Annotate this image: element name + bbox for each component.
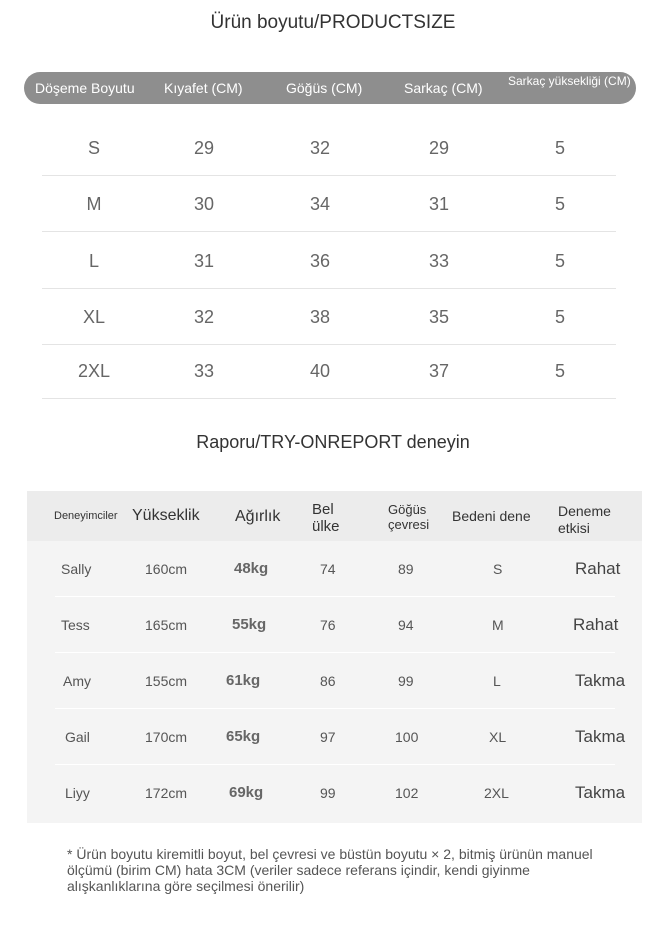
tester-waist: 86 (320, 673, 336, 689)
tester-size: M (492, 617, 504, 633)
garment-cell: 30 (193, 194, 215, 214)
header-bust: Göğüs çevresi (388, 502, 430, 532)
size-table-title: Ürün boyutu/PRODUCTSIZE (210, 12, 456, 33)
size-row (42, 233, 616, 289)
chest-cell: 34 (309, 194, 331, 214)
tester-bust: 100 (395, 729, 419, 745)
garment-cell: 33 (193, 361, 215, 381)
tester-effect: Takma (575, 783, 626, 802)
tester-weight: 48kg (234, 560, 269, 577)
header-try-size: Bedeni dene (452, 508, 531, 524)
tester-waist: 74 (320, 561, 336, 577)
tester-name: Gail (65, 729, 90, 745)
chest-cell: 40 (309, 361, 331, 381)
hem-height-cell: 5 (554, 251, 565, 271)
tester-weight: 69kg (229, 784, 264, 801)
size-cell: M (86, 194, 102, 214)
header-garment: Kıyafet (CM) (164, 80, 243, 96)
tester-effect: Rahat (573, 615, 619, 634)
row-divider (42, 231, 616, 232)
tester-bust: 94 (398, 617, 414, 633)
size-row (42, 289, 616, 345)
tester-effect: Takma (575, 671, 626, 690)
hem-height-cell: 5 (554, 138, 565, 158)
hem-cell: 35 (428, 307, 450, 327)
try-on-row (27, 541, 642, 597)
tester-bust: 89 (398, 561, 414, 577)
chest-cell: 38 (309, 307, 331, 327)
header-waist: Bel ülke (312, 501, 340, 535)
header-hem-height: Sarkaç yüksekliği (CM) (508, 74, 631, 88)
hem-height-cell: 5 (554, 361, 565, 381)
tester-effect: Takma (575, 727, 626, 746)
tester-size: 2XL (484, 785, 509, 801)
tester-waist: 99 (320, 785, 336, 801)
tester-name: Tess (61, 617, 90, 633)
tester-bust: 99 (398, 673, 414, 689)
header-weight: Ağırlık (235, 508, 281, 525)
header-size: Döşeme Boyutu (35, 80, 135, 96)
tester-weight: 55kg (232, 616, 267, 633)
try-on-row (27, 653, 642, 709)
try-on-row (27, 597, 642, 653)
hem-height-cell: 5 (554, 194, 565, 214)
header-hem: Sarkaç (CM) (404, 80, 483, 96)
hem-cell: 29 (428, 138, 450, 158)
try-on-table (27, 491, 642, 823)
tester-name: Liyy (65, 785, 90, 801)
size-row (42, 120, 616, 176)
footnote: * Ürün boyutu kiremitli boyut, bel çevresi ve büstün boyutu × 2, bitmiş ürünün manuel ölçümü (birim CM) hata 3CM (veriler sadece referans içindir, kendi giyinme alışkanlıklarına göre seçilmesi önerilir) (67, 846, 593, 894)
garment-cell: 32 (193, 307, 215, 327)
size-cell: S (87, 138, 100, 158)
tester-waist: 76 (320, 617, 336, 633)
tester-height: 170cm (145, 729, 188, 745)
tester-size: XL (489, 729, 507, 745)
size-cell: XL (82, 307, 106, 327)
tester-weight: 61kg (226, 672, 261, 689)
header-chest: Göğüs (CM) (286, 80, 363, 96)
tester-size: L (493, 673, 501, 689)
tester-weight: 65kg (226, 728, 261, 745)
tester-bust: 102 (395, 785, 419, 801)
tester-name: Sally (61, 561, 92, 577)
size-table-header (24, 72, 636, 104)
hem-cell: 31 (428, 194, 450, 214)
hem-cell: 33 (428, 251, 450, 271)
tester-waist: 97 (320, 729, 336, 745)
row-divider (42, 398, 616, 399)
size-cell: L (88, 251, 99, 271)
tester-size: S (493, 561, 503, 577)
size-row (42, 343, 616, 399)
size-cell: 2XL (77, 361, 111, 381)
tester-height: 155cm (145, 673, 188, 689)
hem-cell: 37 (428, 361, 450, 381)
garment-cell: 29 (193, 138, 215, 158)
tester-height: 172cm (145, 785, 188, 801)
header-testers: Deneyimciler (54, 510, 118, 522)
tester-height: 160cm (145, 561, 188, 577)
garment-cell: 31 (193, 251, 215, 271)
header-effect: Deneme etkisi (558, 503, 611, 536)
tester-name: Amy (63, 673, 91, 689)
hem-height-cell: 5 (554, 307, 565, 327)
try-on-title: Raporu/TRY-ONREPORT deneyin (196, 432, 470, 452)
chest-cell: 32 (309, 138, 331, 158)
size-row (42, 176, 616, 232)
header-height: Yükseklik (132, 507, 200, 524)
tester-effect: Rahat (575, 559, 621, 578)
try-on-header (27, 491, 642, 541)
chest-cell: 36 (309, 251, 331, 271)
try-on-row (27, 709, 642, 765)
tester-height: 165cm (145, 617, 188, 633)
try-on-row (27, 765, 642, 821)
